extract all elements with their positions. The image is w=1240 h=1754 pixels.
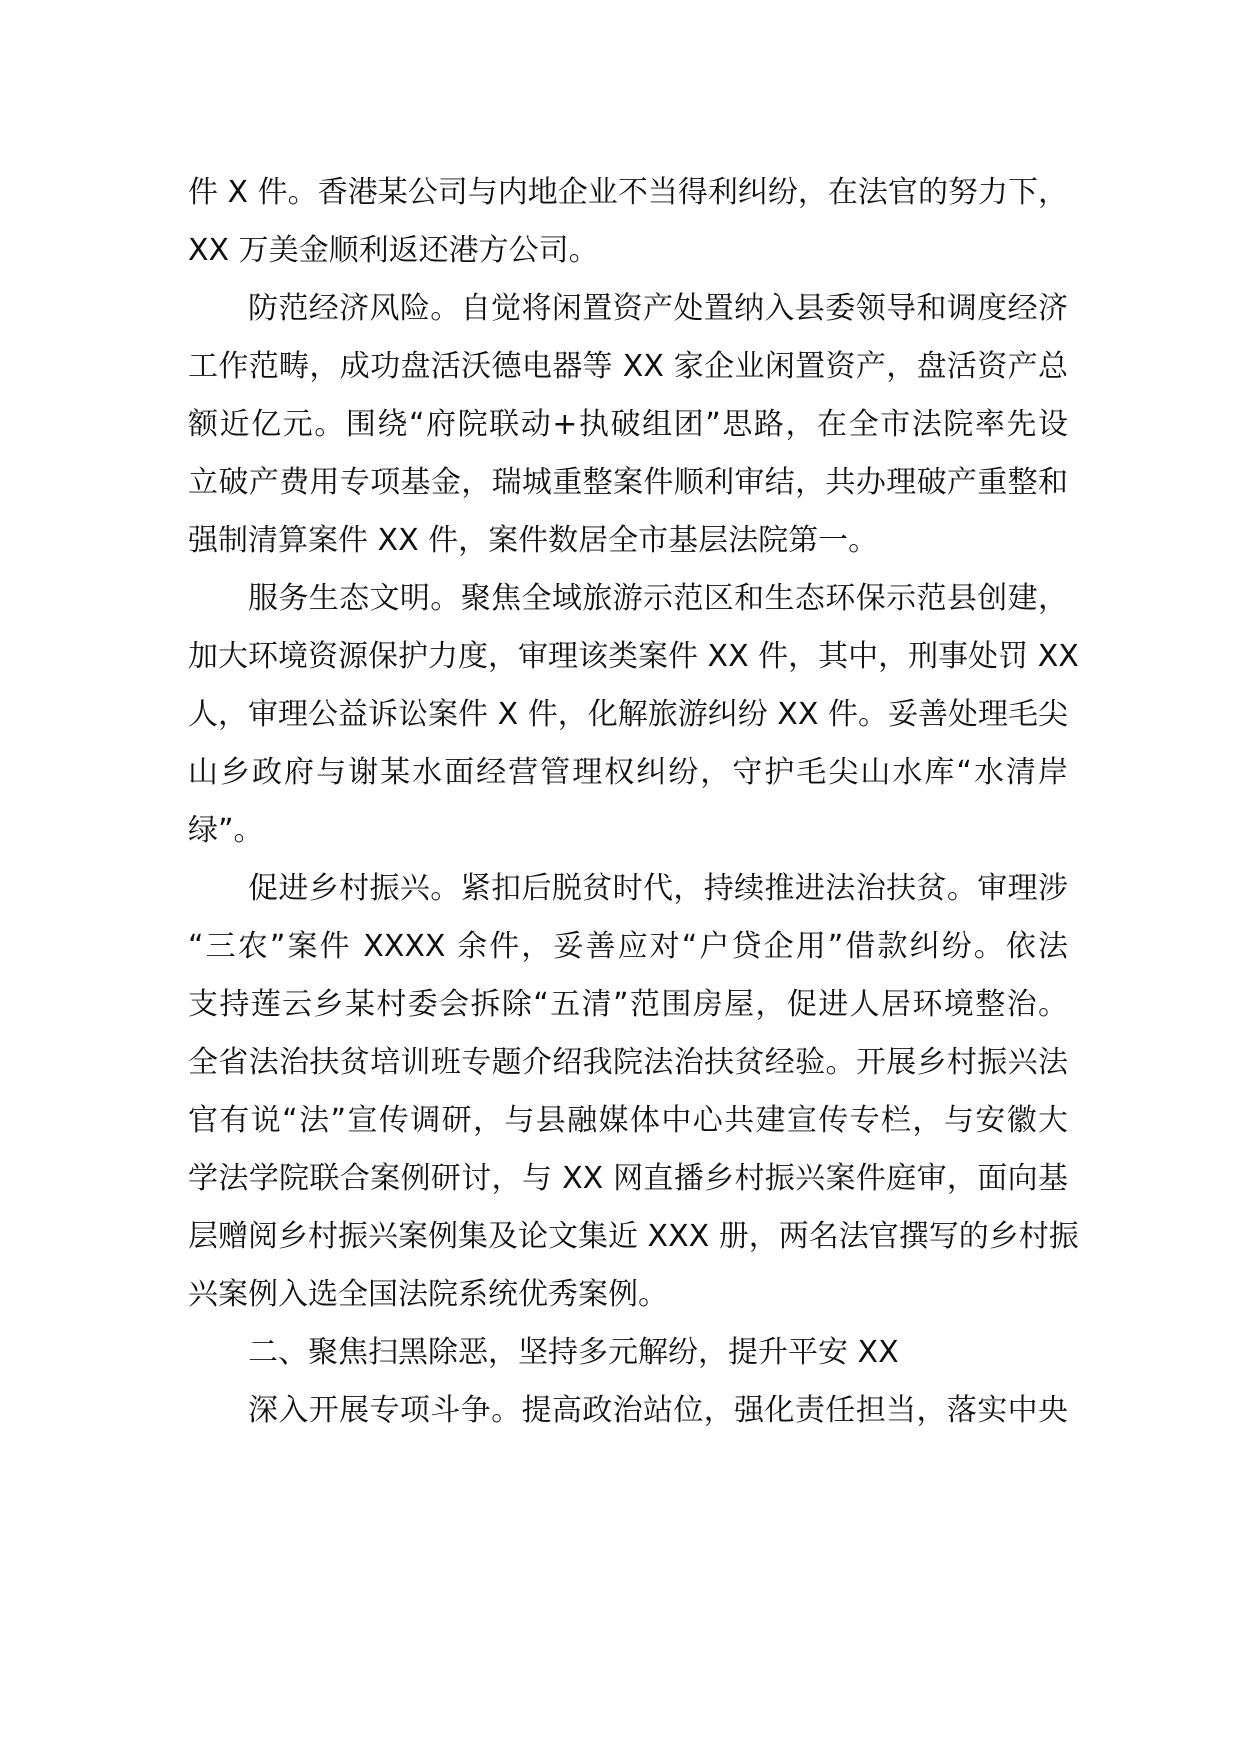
text-line: 山乡政府与谢某水面经营管理权纠纷，守护毛尖山水库“水清岸 [188, 755, 1068, 790]
text-line: 兴案例入选全国法院系统优秀案例。 [188, 1277, 668, 1312]
text-line: 人，审理公益诉讼案件 X 件，化解旅游纠纷 XX 件。妥善处理毛尖 [188, 697, 1068, 732]
text-line: 学法学院联合案例研讨，与 XX 网直播乡村振兴案件庭审，面向基 [188, 1161, 1068, 1196]
paragraph-heading-line: 防范经济风险。自觉将闲置资产处置纳入县委领导和调度经济 [248, 291, 1068, 326]
section-heading: 二、聚焦扫黑除恶，坚持多元解纷，提升平安 XX [248, 1335, 899, 1370]
text-line: “三农”案件 XXXX 余件，妥善应对“户贷企用”借款纠纷。依法 [188, 929, 1068, 964]
text-line: 全省法治扶贫培训班专题介绍我院法治扶贫经验。开展乡村振兴法 [188, 1045, 1068, 1080]
text-line: 支持莲云乡某村委会拆除“五清”范围房屋，促进人居环境整治。 [188, 987, 1068, 1022]
text-line: 加大环境资源保护力度，审理该类案件 XX 件，其中，刑事处罚 XX [188, 639, 1079, 674]
text-line: 立破产费用专项基金，瑞城重整案件顺利审结，共办理破产重整和 [188, 465, 1068, 500]
paragraph-heading-line: 深入开展专项斗争。提高政治站位，强化责任担当，落实中央 [248, 1393, 1068, 1428]
text-line: 件 X 件。香港某公司与内地企业不当得利纠纷，在法官的努力下， [188, 175, 1068, 210]
text-line: 绿”。 [188, 813, 264, 848]
text-line: 额近亿元。围绕“府院联动+执破组团”思路，在全市法院率先设 [188, 407, 1068, 442]
text-line: 官有说“法”宣传调研，与县融媒体中心共建宣传专栏，与安徽大 [188, 1103, 1068, 1138]
text-line: 层赠阅乡村振兴案例集及论文集近 XXX 册，两名法官撰写的乡村振 [188, 1219, 1079, 1254]
paragraph-heading-line: 促进乡村振兴。紧扣后脱贫时代，持续推进法治扶贫。审理涉 [248, 871, 1068, 906]
text-line: XX 万美金顺利返还港方公司。 [188, 233, 599, 268]
text-line: 强制清算案件 XX 件，案件数居全市基层法院第一。 [188, 523, 879, 558]
paragraph-heading-line: 服务生态文明。聚焦全域旅游示范区和生态环保示范县创建， [248, 581, 1068, 616]
text-line: 工作范畴，成功盘活沃德电器等 XX 家企业闲置资产，盘活资产总 [188, 349, 1068, 384]
